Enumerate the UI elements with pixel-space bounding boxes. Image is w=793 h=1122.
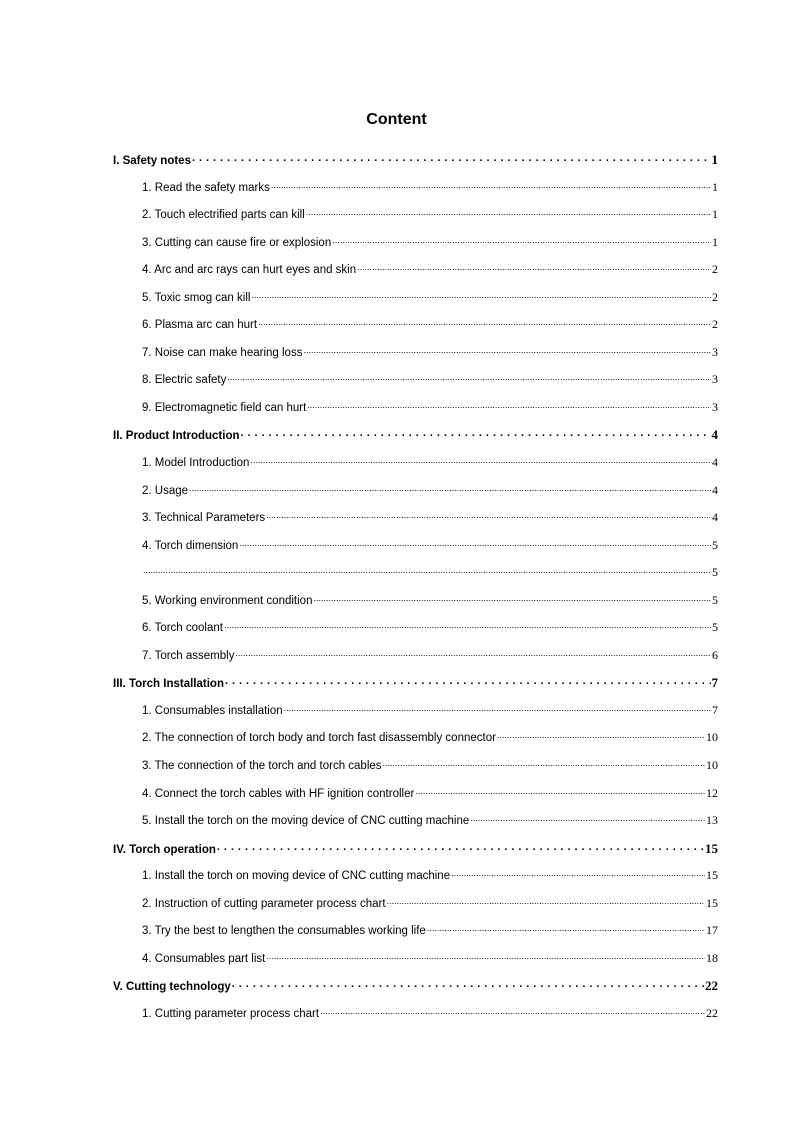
toc-subsection-entry[interactable] bbox=[113, 890, 718, 918]
toc-dot-leader bbox=[239, 537, 711, 549]
toc-page-number: 10 bbox=[706, 758, 718, 773]
toc-entry-label: 4. Connect the torch cables with HF ignition controller bbox=[142, 787, 415, 800]
toc-dot-leader bbox=[497, 729, 705, 741]
toc-dot-leader bbox=[143, 564, 711, 576]
toc-dot-leader bbox=[258, 316, 711, 328]
toc-subsection-entry[interactable] bbox=[113, 614, 718, 642]
toc-dot-leader bbox=[192, 152, 711, 164]
toc-page-number: 2 bbox=[712, 262, 718, 277]
toc-page-number: 5 bbox=[712, 620, 718, 635]
toc-page-number: 3 bbox=[712, 372, 718, 387]
toc-entry-label: 5. Install the torch on the moving device of CNC cutting machine bbox=[142, 815, 470, 828]
toc-subsection-entry[interactable] bbox=[113, 559, 718, 587]
toc-entry-label: 8. Electric safety bbox=[142, 374, 227, 387]
toc-dot-leader bbox=[189, 482, 711, 494]
toc-subsection-entry[interactable] bbox=[113, 532, 718, 560]
toc-page-number: 1 bbox=[711, 152, 718, 167]
toc-section-entry[interactable] bbox=[113, 669, 718, 697]
toc-subsection-entry[interactable] bbox=[113, 642, 718, 670]
toc-page-number: 6 bbox=[712, 647, 718, 662]
toc-dot-leader bbox=[232, 978, 704, 990]
toc-page-number: 1 bbox=[712, 207, 718, 222]
toc-subsection-entry[interactable] bbox=[113, 504, 718, 532]
toc-entry-label: 1. Model Introduction bbox=[142, 457, 250, 470]
toc-page-number: 4 bbox=[712, 455, 718, 470]
toc-entry-label: 3. Technical Parameters bbox=[142, 512, 266, 525]
toc-subsection-entry[interactable] bbox=[113, 587, 718, 615]
toc-page-number: 1 bbox=[712, 179, 718, 194]
toc-page-number: 7 bbox=[712, 702, 718, 717]
toc-subsection-entry[interactable] bbox=[113, 449, 718, 477]
toc-dot-leader bbox=[332, 234, 711, 246]
toc-subsection-entry[interactable] bbox=[113, 807, 718, 835]
toc-page-number: 4 bbox=[711, 427, 718, 443]
toc-entry-label: 9. Electromagnetic field can hurt bbox=[142, 401, 307, 414]
table-of-contents bbox=[113, 146, 718, 1028]
toc-subsection-entry[interactable] bbox=[113, 697, 718, 725]
toc-dot-leader bbox=[224, 619, 711, 631]
toc-dot-leader bbox=[303, 344, 711, 356]
toc-subsection-entry[interactable] bbox=[113, 339, 718, 367]
toc-page-number: 18 bbox=[706, 950, 718, 965]
toc-entry-label: 1. Consumables installation bbox=[142, 704, 283, 717]
toc-subsection-entry[interactable] bbox=[113, 724, 718, 752]
toc-dot-leader bbox=[235, 647, 711, 659]
toc-entry-label: 1. Read the safety marks bbox=[142, 181, 270, 194]
toc-page-number: 3 bbox=[712, 399, 718, 414]
toc-page-number: 4 bbox=[712, 482, 718, 497]
toc-subsection-entry[interactable] bbox=[113, 174, 718, 202]
toc-page-number: 1 bbox=[712, 234, 718, 249]
toc-entry-label: II. Product Introduction bbox=[113, 430, 240, 443]
toc-dot-leader bbox=[241, 427, 711, 439]
toc-dot-leader bbox=[251, 289, 711, 301]
toc-page-number: 13 bbox=[706, 813, 718, 828]
toc-dot-leader bbox=[266, 509, 711, 521]
toc-section-entry[interactable] bbox=[113, 421, 718, 449]
toc-dot-leader bbox=[271, 179, 711, 191]
toc-page-number: 17 bbox=[706, 923, 718, 938]
toc-page-number: 22 bbox=[705, 978, 718, 994]
toc-dot-leader bbox=[284, 702, 711, 714]
toc-section-entry[interactable] bbox=[113, 146, 718, 174]
toc-subsection-entry[interactable] bbox=[113, 311, 718, 339]
toc-page-number: 15 bbox=[706, 895, 718, 910]
toc-entry-label: 2. Usage bbox=[142, 484, 189, 497]
toc-subsection-entry[interactable] bbox=[113, 229, 718, 257]
toc-dot-leader bbox=[313, 592, 711, 604]
toc-entry-label: 4. Consumables part list bbox=[142, 952, 266, 965]
toc-subsection-entry[interactable] bbox=[113, 394, 718, 422]
toc-dot-leader bbox=[387, 895, 705, 907]
toc-entry-label: 2. The connection of torch body and torch fast disassembly connector bbox=[142, 732, 496, 745]
toc-entry-label: 1. Cutting parameter process chart bbox=[142, 1007, 320, 1020]
toc-entry-label: 3. The connection of the torch and torch cables bbox=[142, 760, 382, 773]
toc-page-number: 2 bbox=[712, 317, 718, 332]
toc-entry-label: 6. Plasma arc can hurt bbox=[142, 319, 258, 332]
toc-page-number: 3 bbox=[712, 344, 718, 359]
toc-dot-leader bbox=[250, 454, 711, 466]
toc-entry-label: 1. Install the torch on moving device of CNC cutting machine bbox=[142, 870, 451, 883]
toc-page-number: 5 bbox=[712, 537, 718, 552]
toc-subsection-entry[interactable] bbox=[113, 477, 718, 505]
toc-dot-leader bbox=[451, 867, 705, 879]
toc-subsection-entry[interactable] bbox=[113, 917, 718, 945]
toc-entry-label: V. Cutting technology bbox=[113, 981, 231, 994]
toc-entry-label: 4. Torch dimension bbox=[142, 539, 239, 552]
toc-page-number: 10 bbox=[706, 730, 718, 745]
toc-entry-label: 3. Try the best to lengthen the consumables working life bbox=[142, 925, 426, 938]
toc-entry-label: 4. Arc and arc rays can hurt eyes and skin bbox=[142, 264, 357, 277]
toc-page-number: 7 bbox=[711, 675, 718, 691]
toc-subsection-entry[interactable] bbox=[113, 752, 718, 780]
toc-entry-label: 6. Torch coolant bbox=[142, 622, 223, 635]
toc-entry-label: 3. Cutting can cause fire or explosion bbox=[142, 236, 332, 249]
toc-subsection-entry[interactable] bbox=[113, 284, 718, 312]
toc-page-number: 12 bbox=[706, 785, 718, 800]
toc-entry-label: I. Safety notes bbox=[113, 155, 191, 167]
toc-dot-leader bbox=[217, 841, 704, 853]
toc-page-number: 22 bbox=[706, 1005, 718, 1020]
page-title: Content bbox=[366, 111, 427, 128]
toc-dot-leader bbox=[383, 757, 705, 769]
toc-entry-label: 2. Instruction of cutting parameter process chart bbox=[142, 897, 386, 910]
toc-dot-leader bbox=[470, 812, 705, 824]
toc-entry-label: 2. Touch electrified parts can kill bbox=[142, 209, 305, 222]
toc-dot-leader bbox=[227, 371, 711, 383]
toc-page-number: 15 bbox=[706, 868, 718, 883]
toc-section-entry[interactable] bbox=[113, 835, 718, 863]
toc-dot-leader bbox=[306, 206, 711, 218]
toc-subsection-entry[interactable] bbox=[113, 1000, 718, 1028]
toc-entry-label: 7. Noise can make hearing loss bbox=[142, 346, 303, 359]
toc-entry-label: III. Torch Installation bbox=[113, 678, 224, 691]
toc-entry-label: 5. Toxic smog can kill bbox=[142, 291, 251, 304]
toc-dot-leader bbox=[320, 1005, 705, 1017]
toc-entry-label: 7. Torch assembly bbox=[142, 649, 235, 662]
toc-dot-leader bbox=[307, 399, 711, 411]
toc-dot-leader bbox=[357, 261, 711, 273]
toc-subsection-entry[interactable] bbox=[113, 366, 718, 394]
toc-page-number: 2 bbox=[712, 289, 718, 304]
toc-entry-label: 5. Working environment condition bbox=[142, 594, 313, 607]
toc-subsection-entry[interactable] bbox=[113, 256, 718, 284]
toc-dot-leader bbox=[266, 950, 705, 962]
toc-dot-leader bbox=[427, 922, 705, 934]
toc-page-number: 4 bbox=[712, 510, 718, 525]
toc-subsection-entry[interactable] bbox=[113, 201, 718, 229]
toc-page-number: 5 bbox=[712, 565, 718, 580]
toc-section-entry[interactable] bbox=[113, 972, 718, 1000]
toc-subsection-entry[interactable] bbox=[113, 945, 718, 973]
toc-dot-leader bbox=[225, 675, 711, 687]
toc-entry-label: IV. Torch operation bbox=[113, 843, 216, 856]
toc-page-number: 15 bbox=[705, 840, 718, 856]
toc-page-number: 5 bbox=[712, 592, 718, 607]
toc-dot-leader bbox=[415, 785, 705, 797]
toc-subsection-entry[interactable] bbox=[113, 780, 718, 808]
toc-subsection-entry[interactable] bbox=[113, 862, 718, 890]
